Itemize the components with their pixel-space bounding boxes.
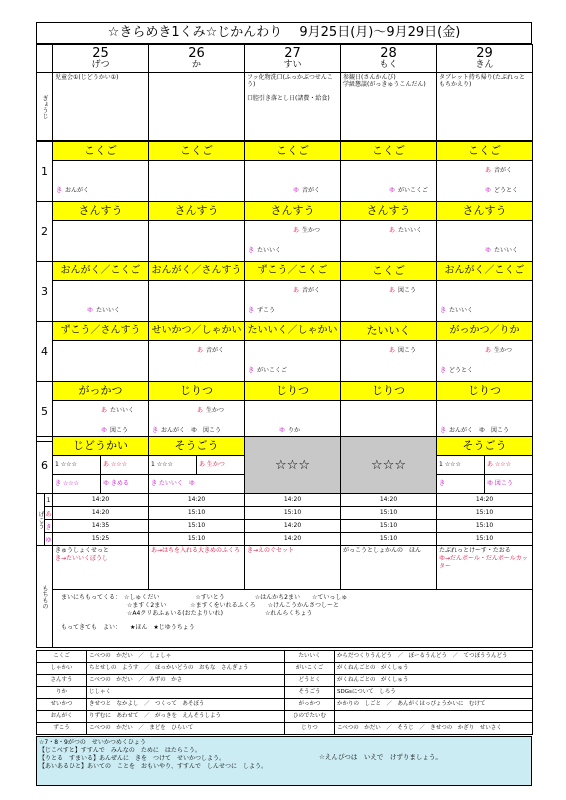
period-cell — [245, 142, 341, 202]
dismissal-table — [36, 493, 533, 546]
p6-tue-1: 1 ☆☆☆ — [149, 456, 197, 475]
subject-label: たいいく — [341, 322, 436, 341]
dismissal-time: 14:35 — [53, 520, 149, 533]
day-header-fri: 29 きん — [437, 45, 533, 73]
class-note: あ 音がく — [197, 347, 225, 354]
subject-name: しゃかい — [37, 663, 87, 675]
period-cell — [437, 202, 533, 262]
subject-label: こくご — [341, 262, 436, 281]
class-note: あ たいいく — [389, 227, 423, 234]
subject-6-tue: そうごう — [149, 437, 245, 456]
period-cell — [341, 322, 437, 382]
class-note: あ 図こう — [389, 287, 417, 294]
subject-label: じりつ — [437, 382, 532, 401]
class-note: き おんがく ゆ 図こう — [440, 427, 510, 434]
subject-name: こくご — [37, 651, 87, 663]
subject-content: じしゃく — [87, 687, 285, 699]
class-note: き ずこう — [248, 307, 276, 314]
event-6-thu: ☆☆☆ — [341, 437, 437, 494]
dismissal-time: 15:10 — [437, 507, 533, 520]
p6-tue-ki: き たいいく ゆ — [149, 475, 245, 494]
dismissal-time: 14:20 — [245, 533, 341, 546]
subject-content: りずむに あわせて ／ がっきを えんそうしよう — [87, 711, 285, 723]
event-thu: 参観日(さんかんび) 学級懇談(がっきゅうこんだん) — [341, 73, 437, 141]
dismissal-row — [37, 494, 533, 507]
dismissal-time: 14:20 — [149, 494, 245, 507]
dismissal-class: 1 — [45, 494, 53, 507]
dismissal-time: 15:10 — [245, 507, 341, 520]
subject-label: たいいく／しゃかい — [245, 322, 340, 341]
dismissal-time: 14:20 — [245, 520, 341, 533]
subject-name: たいいく — [285, 651, 335, 663]
subject-content: きせつと なかよし ／ つくって あそぼう — [87, 699, 285, 711]
subject-label: じりつ — [149, 382, 244, 401]
dismissal-time: 14:20 — [245, 494, 341, 507]
subject-content-row — [37, 651, 533, 663]
period-cell — [341, 142, 437, 202]
period-cell — [149, 202, 245, 262]
event-fri: タブレット持ち帰り(たぶれっと もちかえり) — [437, 73, 533, 141]
dismissal-time: 15:10 — [149, 533, 245, 546]
belongings-table — [36, 545, 533, 648]
period-row — [37, 382, 533, 442]
subject-content: こべつの かだい ／ まどを ひらいて — [87, 723, 285, 735]
class-note: き おんがく — [56, 187, 90, 194]
class-note: き おんがく ゆ 図こう — [152, 427, 222, 434]
period-cell — [53, 262, 149, 322]
dismissal-time: 15:10 — [149, 520, 245, 533]
period-cell — [245, 322, 341, 382]
period-num: 2 — [37, 202, 53, 262]
weekly-timetable — [36, 44, 533, 141]
footer-right: ☆えんぴつは いえで けずりましょう。 — [319, 753, 442, 761]
subject-name: せいかつ — [37, 699, 87, 711]
period-cell — [437, 142, 533, 202]
subject-name: りか — [37, 687, 87, 699]
class-note: あ 生かつ — [197, 407, 225, 414]
subject-label: がっかつ — [53, 382, 148, 401]
period-row — [37, 142, 533, 202]
period-cell — [53, 142, 149, 202]
timetable-sheet — [36, 22, 532, 786]
subject-label: ずこう／さんすう — [53, 322, 148, 341]
period-num-6: 6 — [37, 437, 53, 494]
event-tue — [149, 73, 245, 141]
period-row — [37, 202, 533, 262]
subject-content: こべつの かだい ／ しょしゃ — [87, 651, 285, 663]
dismissal-class: ゆ — [45, 533, 53, 546]
subject-content: SDGsについて しろう — [335, 687, 533, 699]
subject-content-row — [37, 699, 533, 711]
subject-label: さんすう — [341, 202, 436, 221]
dismissal-row — [37, 520, 533, 533]
class-note: あ 生かつ — [293, 227, 321, 234]
events-row — [37, 73, 533, 141]
daily-items-box: まいにちもってくる： ☆しゅくだい ☆すいとう ☆はんかち2まい ☆ていっしゅ ☆ますく2まい ☆ますくをいれるふくろ ☆けんこうかんさつしーと ☆A4クリあふぁいる(おたよりいれ) ☆れんらくちょう もってきても よい： ★ほん ★じゆうちょう — [53, 590, 533, 648]
class-note: ゆ がいこくご — [389, 187, 429, 194]
subject-label: がっかつ／りか — [437, 322, 532, 341]
subject-name: ひのでたいむ — [285, 711, 335, 723]
subject-6-mon: じどうかい — [53, 437, 149, 456]
period-row — [37, 262, 533, 322]
events-label: ぎょうじ — [37, 73, 53, 141]
dismissal-class: あ — [45, 507, 53, 520]
items-fri: たぶれっとけーす・たおる ゆ→だんボール・だんボールカッター — [437, 546, 533, 590]
class-note: き たいいく — [248, 247, 282, 254]
day-header-row — [37, 45, 533, 73]
p6-tue-a: あ 生かつ — [197, 456, 245, 475]
dismissal-time: 15:10 — [437, 533, 533, 546]
day-header-mon: 25 げつ — [53, 45, 149, 73]
subject-label: こくご — [149, 142, 244, 161]
period-row — [37, 322, 533, 382]
subject-label: ずこう／こくご — [245, 262, 340, 281]
dismissal-time: 14:20 — [437, 494, 533, 507]
subject-content: こべつの かだい ／ そうじ ／ きせつの かざり せいさく — [335, 723, 533, 735]
day-header-wed: 27 すい — [245, 45, 341, 73]
period-cell — [53, 322, 149, 382]
event-6-wed: ☆☆☆ — [245, 437, 341, 494]
dismissal-time: 15:10 — [437, 520, 533, 533]
period-num: 1 — [37, 142, 53, 202]
subject-label: こくご — [341, 142, 436, 161]
items-tue: あ→はちを入れる大きめのふくろ — [149, 546, 245, 590]
class-note: ゆ たいいく — [485, 247, 519, 254]
items-thu: がっこうとしょかんの ほん — [341, 546, 437, 590]
period-cell — [437, 262, 533, 322]
subject-content: がくねんごとの がくしゅう — [335, 675, 533, 687]
periods-table — [36, 141, 533, 442]
period-cell — [245, 262, 341, 322]
class-note: き がいこくご — [248, 367, 288, 374]
class-note: ゆ 図こう — [101, 427, 129, 434]
class-note: き たいいく — [440, 307, 474, 314]
class-note: あ たいいく — [101, 407, 135, 414]
subject-content-row — [37, 663, 533, 675]
p6-fri-a: あ ☆☆☆ — [485, 456, 533, 475]
dismissal-row — [37, 533, 533, 546]
dismissal-time: 15:25 — [53, 533, 149, 546]
subject-content-row — [37, 675, 533, 687]
period-cell — [53, 202, 149, 262]
dismissal-time: 15:10 — [341, 520, 437, 533]
subject-name: がっかつ — [285, 699, 335, 711]
class-note: あ 図こう — [389, 347, 417, 354]
subject-label: おんがく／さんすう — [149, 262, 244, 281]
subject-content: からだつくりうんどう ／ ぼーるうんどう ／ てつぼううんどう — [335, 651, 533, 663]
subject-content-row — [37, 687, 533, 699]
period-num: 4 — [37, 322, 53, 382]
p6-mon-a: あ ☆☆☆ — [101, 456, 149, 475]
dismissal-time: 15:10 — [149, 507, 245, 520]
subject-content: かかりの しごと ／ あんがくはっぴょうかいに むけて — [335, 699, 533, 711]
p6-fri-1: 1 ☆☆☆ — [437, 456, 485, 475]
footer-goals — [36, 736, 532, 786]
subject-label: おんがく／こくご — [53, 262, 148, 281]
period-num: 5 — [37, 382, 53, 442]
p6-fri-yu: ゆ 図こう — [485, 475, 533, 494]
day-header-thu: 28 もく — [341, 45, 437, 73]
period-cell — [437, 382, 533, 442]
footer-left: ☆7・8・9がつの せいかつめくひょう 【じこべすと】すすんで みんなの ために はたらこう。 【りとる すまいる】あんぜんに きを つけて せいかつしよう。 【あいあるひと】あいての ことを おもいやり、すすんで しんせつに しよう。 — [39, 739, 268, 770]
dismissal-time: 14:20 — [53, 507, 149, 520]
subject-label: おんがく／こくご — [437, 262, 532, 281]
dismissal-class: き — [45, 520, 53, 533]
items-mon: きゅうしょくせっと き→たいいくぼうし — [53, 546, 149, 590]
period-cell — [341, 202, 437, 262]
dismissal-row — [37, 507, 533, 520]
subject-name: どうとく — [285, 675, 335, 687]
period-6-table — [36, 436, 533, 494]
period-cell — [149, 262, 245, 322]
dismissal-time: 15:10 — [341, 533, 437, 546]
period-cell — [245, 382, 341, 442]
class-note: あ 音がく — [485, 167, 513, 174]
subject-content-row — [37, 723, 533, 735]
p6-mon-ki: き ☆☆☆ — [53, 475, 101, 494]
subject-label: さんすう — [245, 202, 340, 221]
class-note: ゆ たいいく — [87, 307, 121, 314]
subject-label: こくご — [245, 142, 340, 161]
subject-content-row — [37, 711, 533, 723]
class-note: ゆ りか — [279, 427, 301, 434]
class-note: あ 音がく — [293, 287, 321, 294]
subject-label: せいかつ／しゃかい — [149, 322, 244, 341]
items-label: もちもの — [37, 546, 53, 648]
period-num: 3 — [37, 262, 53, 322]
dismissal-label: げこう — [37, 494, 45, 546]
subject-label: さんすう — [149, 202, 244, 221]
subject-6-fri: そうごう — [437, 437, 533, 456]
p6-mon-yu: ゆ きめる — [101, 475, 149, 494]
period-cell — [341, 262, 437, 322]
subject-content-table — [36, 650, 533, 735]
subject-label: さんすう — [437, 202, 532, 221]
period-cell — [341, 382, 437, 442]
subject-label: こくご — [53, 142, 148, 161]
class-note: ゆ 音がく — [293, 187, 321, 194]
dismissal-time: 14:20 — [341, 494, 437, 507]
event-mon: 児童会①(じどうかい①) — [53, 73, 149, 141]
subject-content: ちとせしの ようす ／ ほっかいどうの おもな さんぎょう — [87, 663, 285, 675]
period-cell — [149, 382, 245, 442]
subject-label: じりつ — [341, 382, 436, 401]
corner-cell — [37, 45, 53, 73]
class-note: き どうとく — [440, 367, 474, 374]
p6-mon-1: 1 ☆☆☆ — [53, 456, 101, 475]
subject-name: そうごう — [285, 687, 335, 699]
page-title: ☆きらめき1くみ☆じかんわり 9月25日(月)～9月29日(金) — [36, 22, 532, 44]
dismissal-time: 14:20 — [53, 494, 149, 507]
period-cell — [437, 322, 533, 382]
subject-content: がくねんごとの がくしゅう — [335, 663, 533, 675]
day-header-tue: 26 か — [149, 45, 245, 73]
subject-content: こべつの かだい ／ みずの かさ — [87, 675, 285, 687]
period-cell — [149, 142, 245, 202]
period-cell — [149, 322, 245, 382]
event-wed: フッ化物洗口(ふっかぶつせんこう) 口腔引き落とし日(諸費・給食) — [245, 73, 341, 141]
subject-label: こくご — [437, 142, 532, 161]
subject-content — [335, 711, 533, 723]
items-wed: き→えのぐセット — [245, 546, 341, 590]
dismissal-time: 15:10 — [341, 507, 437, 520]
subject-name: じりつ — [285, 723, 335, 735]
subject-label: さんすう — [53, 202, 148, 221]
p6-fri-ki: き — [437, 475, 485, 494]
subject-name: おんがく — [37, 711, 87, 723]
period-cell — [245, 202, 341, 262]
subject-label: じりつ — [245, 382, 340, 401]
subject-name: さんすう — [37, 675, 87, 687]
period-cell — [53, 382, 149, 442]
subject-name: がいこくご — [285, 663, 335, 675]
subject-name: ずこう — [37, 723, 87, 735]
class-note: あ 生かつ — [485, 347, 513, 354]
class-note: ゆ どうとく — [485, 187, 519, 194]
